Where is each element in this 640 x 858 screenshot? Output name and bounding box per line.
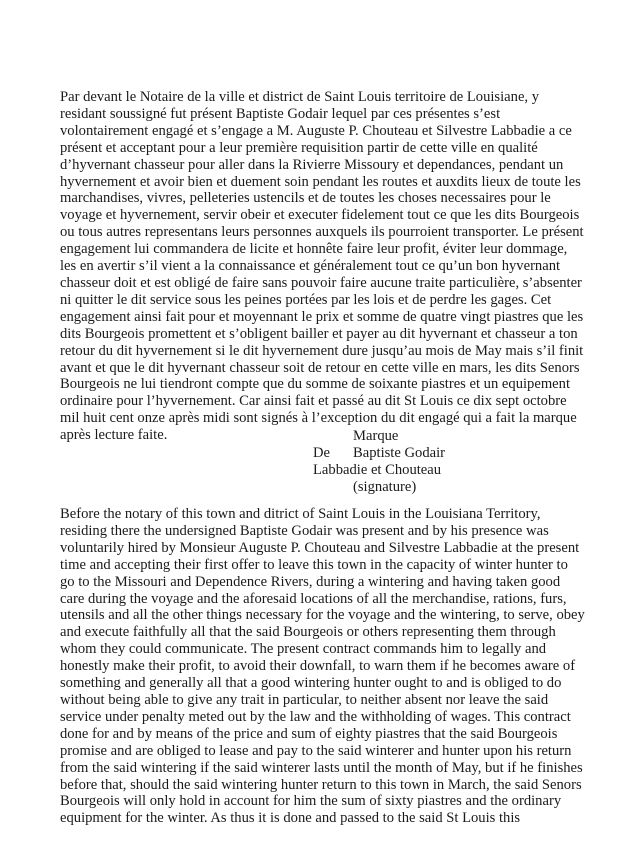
text-line: service under penalty meted out by the law and the withholding of wages. This contract xyxy=(60,708,571,725)
text-line: marchandises, vivres, pelleteries ustencils et de toutes les choses necessaires pour le xyxy=(60,190,551,207)
text-line: voyage et hyvernement, servir obeir et executer fidelement tout ce que les dits Bourgeois xyxy=(60,207,580,224)
text-line: time and accepting their first offer to leave this town in the capacity of winter hunter to xyxy=(60,556,568,573)
text-line: les en avertir s’il vient a la connaissance et généralement tout ce qu’un bon hyvernant xyxy=(60,258,561,275)
signature-label: (signature) xyxy=(353,478,417,495)
text-line: mil huit cent onze après midi sont signés à l’exception du dit engagé qui a fait la marque xyxy=(60,410,577,427)
text-line: ni quitter le dit service sous les peines portées par les lois et de perdre les gages. Cet xyxy=(60,291,552,308)
text-line: without being able to give any trait in particular, to neither absent nor leave the said xyxy=(60,691,549,708)
text-line: ou tous autres representans leurs personnes auxquels ils pourroient transporter. Le présent xyxy=(60,224,584,241)
text-line: volontairement engagé et s’engage a M. Auguste P. Chouteau et Silvestre Labbadie a ce xyxy=(60,122,572,139)
text-line: go to the Missouri and Dependence Rivers, during a wintering and having taken good xyxy=(60,573,561,590)
text-line: care during the voyage and the aforesaid locations of all the merchandise, rations, furs, xyxy=(60,590,567,607)
text-line: Bourgeois will only hold in account for him the sum of sixty piastres and the ordinary xyxy=(60,793,562,810)
text-line: voluntarily hired by Monsieur Auguste P. Chouteau and Silvestre Labbadie at the present xyxy=(60,539,580,556)
text-line: d’hyvernant chasseur pour aller dans la Rivierre Missoury et dependances, pendant un xyxy=(60,156,564,173)
text-line: chasseur doit et est obligé de faire sans pouvoir faire aucune traite particulière, s’absenter xyxy=(60,274,582,291)
parties-names: Labbadie et Chouteau xyxy=(313,461,442,478)
text-line: engagement lui commandera de licite et honnête faire leur profit, éviter leur dommage, xyxy=(60,241,568,258)
text-line: promise and are obliged to lease and pay to the said winterer and hunter upon his return xyxy=(60,742,572,759)
text-line: residing there the undersigned Baptiste Godair was present and by his presence was xyxy=(60,522,549,539)
text-line: and execute faithfully all that the said Bourgeois or others representing them through xyxy=(60,624,556,641)
text-line: Bourgeois ne lui tiendront compte que du somme de soixante piastres et un equipement xyxy=(60,376,570,393)
text-line: engagement ainsi fait pour et moyennant le prix et somme de quatre vingt piastres que les xyxy=(60,308,584,325)
text-line: avant et que le dit hyvernant chasseur soit de retour en cette ville en mars, les dits Senors xyxy=(60,359,580,376)
text-line: residant soussigné fut présent Baptiste Godair lequel par ces présentes s’est xyxy=(60,105,501,122)
text-line: honestly make their profit, to avoid their downfall, to warn them if he becomes aware of xyxy=(60,658,576,675)
text-line: présent et acceptant pour a leur première requisition partir de cette ville en qualité xyxy=(60,139,538,156)
text-line: from the said wintering if the said winterer lasts until the month of May, but if he finishes xyxy=(60,759,583,776)
text-line: Before the notary of this town and ditrict of Saint Louis in the Louisiana Territory, xyxy=(60,506,541,522)
text-line: retour du dit hyvernement si le dit hyvernement dure jusqu’au mois de May mais s’il finit xyxy=(60,342,584,359)
text-line: dits Bourgeois promettent et s’obligent bailler et payer au dit hyvernant et chasseur a ton xyxy=(60,325,578,342)
text-line: before that, should the said wintering hunter return to this town in March, the said Senors xyxy=(60,776,582,793)
text-line: après lecture faite. xyxy=(60,427,168,444)
text-line: ordinaire pour l’hyvernement. Car ainsi fait et passé au dit St Louis ce dix sept octobre xyxy=(60,393,567,410)
english-translation-paragraph xyxy=(60,506,598,827)
text-line: Par devant le Notaire de la ville et district de Saint Louis territoire de Louisiane, y xyxy=(60,89,540,105)
marque-label: Marque xyxy=(353,428,399,444)
text-line: hyvernement et avoir bien et duement soin pendant les routes et auxdits lieux de toute les xyxy=(60,173,581,190)
text-line: utensils and all the other things necessary for the voyage and the wintering, to serve, obey xyxy=(60,607,585,624)
text-line: done for and by means of the price and sum of eighty piastres that the said Bourgeois xyxy=(60,725,558,742)
text-line: whom they could communicate. The present contract commands him to legally and xyxy=(60,641,547,658)
text-line: something and generally all that a good wintering hunter ought to and is obliged to do xyxy=(60,675,562,692)
text-line: equipment for the winter. As thus it is done and passed to the said St Louis this xyxy=(60,810,521,827)
de-label: De xyxy=(313,444,331,461)
signer-name: Baptiste Godair xyxy=(353,444,446,461)
french-contract-paragraph xyxy=(60,89,598,444)
